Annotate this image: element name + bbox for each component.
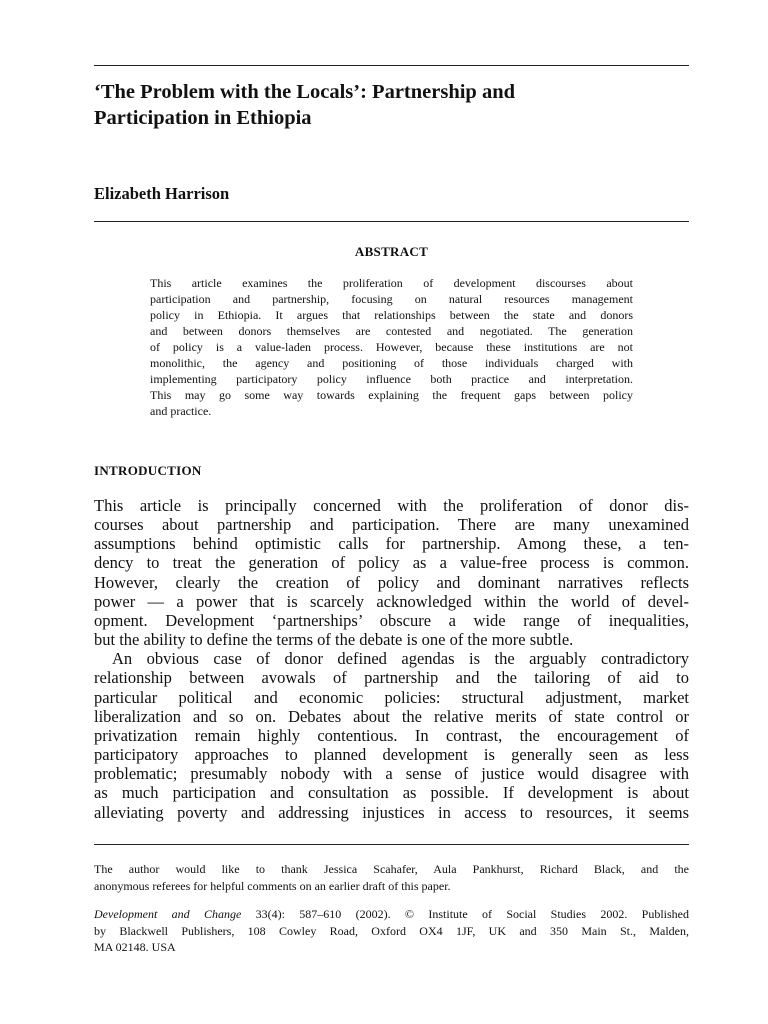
body-line: alleviating poverty and addressing injustices in access to resources, it seems [94, 802, 689, 822]
abstract-line: monolithic, the agency and positioning of those individuals charged with [150, 356, 633, 370]
introduction-heading: INTRODUCTION [94, 463, 202, 478]
title-line: ‘The Problem with the Locals’: Partnership and [94, 81, 516, 103]
body-line: problematic; presumably nobody with a sense of justice would disagree with [94, 764, 689, 784]
body-line: assumptions behind optimistic calls for partnership. Among these, a ten- [94, 534, 689, 554]
body-line: This article is principally concerned with the proliferation of donor dis- [94, 496, 689, 515]
abstract-line: of policy is a value-laden process. However, because these institutions are not [150, 340, 633, 354]
abstract-line: implementing participatory policy influence both practice and interpretation. [150, 372, 633, 386]
body-line: privatization remain highly contentious. In contrast, the encouragement of [94, 725, 689, 745]
journal-name: Development and Change [94, 907, 242, 921]
footnote-line: The author would like to thank Jessica Scahafer, Aula Pankhurst, Richard Black, and the [94, 862, 689, 876]
body-line: as much participation and consultation as possible. If development is about [94, 783, 689, 803]
abstract-heading: ABSTRACT [354, 244, 429, 259]
body-line: dency to treat the generation of policy as a value-free process is common. [94, 553, 689, 573]
top-rule [94, 65, 689, 66]
body-line: power — a power that is scarcely acknowledged within the world of devel- [94, 591, 689, 611]
title-line: Participation in Ethiopia [94, 107, 312, 129]
footnote-line: anonymous referees for helpful comments on an earlier draft of this paper. [94, 879, 451, 893]
abstract-line: This article examines the proliferation of development discourses about [150, 276, 633, 290]
author-name: Elizabeth Harrison [94, 184, 230, 203]
body-line: However, clearly the creation of policy and dominant narratives reflects [94, 572, 689, 592]
citation-line [94, 906, 689, 923]
introduction-text [94, 496, 689, 822]
body-line: but the ability to define the terms of the debate is one of the more subtle. [94, 630, 574, 650]
abstract-line: policy in Ethiopia. It argues that relationships between the state and donors [150, 308, 633, 322]
footnote-rule [94, 844, 689, 845]
abstract-text [150, 275, 633, 419]
body-line: courses about partnership and participation. There are many unexamined [94, 515, 689, 535]
body-line: particular political and economic policies: structural adjustment, market [94, 687, 689, 707]
citation-line: by Blackwell Publishers, 108 Cowley Road, Oxford OX4 1JF, UK and 350 Main St., Malden, [94, 923, 689, 938]
author-rule [94, 221, 689, 222]
abstract-line: This may go some way towards explaining the frequent gaps between policy [150, 388, 633, 402]
citation-line: MA 02148. USA [94, 940, 176, 954]
body-line: liberalization and so on. Debates about the relative merits of state control or [94, 706, 689, 726]
body-line: participatory approaches to planned development is generally seen as less [94, 745, 689, 765]
abstract-line: participation and partnership, focusing on natural resources management [150, 292, 633, 306]
citation-block [94, 906, 689, 956]
body-line: relationship between avowals of partnership and the tailoring of aid to [94, 668, 689, 688]
body-line: An obvious case of donor defined agendas is the arguably contradictory [112, 649, 689, 669]
article-title [94, 79, 689, 131]
body-line: opment. Development ‘partnerships’ obscure a wide range of inequalities, [94, 610, 689, 630]
abstract-line: and between donors themselves are contested and negotiated. The generation [150, 324, 633, 338]
acknowledgement-footnote [94, 861, 689, 895]
abstract-line: and practice. [150, 404, 212, 418]
citation-details: 33(4): 587–610 (2002). © Institute of Social Studies 2002. Published [241, 907, 689, 921]
